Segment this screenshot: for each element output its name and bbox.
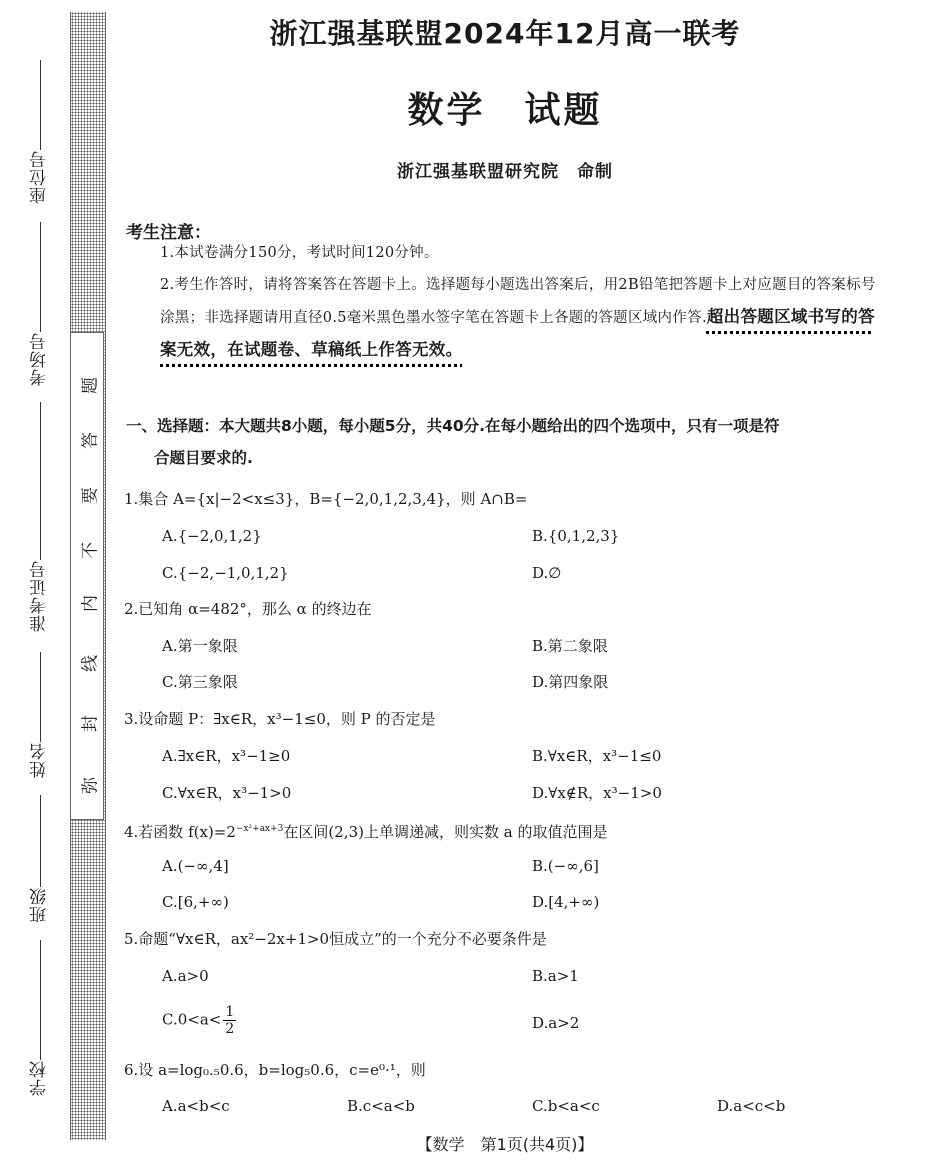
question-4-option-c: C.[6,+∞) <box>162 893 229 911</box>
question-2-option-d: D.第四象限 <box>532 673 609 691</box>
author-line: 浙江强基联盟研究院 命制 <box>397 162 613 182</box>
question-3-option-a: A.∃x∈R，x³−1≥0 <box>162 747 291 765</box>
seal-char: 要 <box>80 487 101 504</box>
question-2-option-b: B.第二象限 <box>532 637 608 655</box>
question-6-option-c: C.b<a<c <box>532 1097 600 1115</box>
fraction-denominator: 2 <box>225 1021 235 1037</box>
seal-char: 题 <box>80 377 101 394</box>
seal-line-box <box>70 332 104 820</box>
seal-char: 答 <box>80 432 101 449</box>
seal-char: 线 <box>80 655 101 672</box>
seal-char: 不 <box>80 542 101 559</box>
section-heading-line1: 一、选择题：本大题共8小题，每小题5分，共40分.在每小题给出的四个选项中，只有一项是符 <box>126 417 780 435</box>
seal-char: 弥 <box>80 777 101 794</box>
question-1-option-b: B.{0,1,2,3} <box>532 527 620 545</box>
seat-number-label: 座位号 <box>30 150 50 204</box>
field-line <box>40 402 41 560</box>
question-6-option-d: D.a<c<b <box>717 1097 786 1115</box>
notice-item-2-text: 2.考生作答时，请将答案答在答题卡上。选择题每小题选出答案后，用2B铅笔把答题卡上对应题目的答案标号涂黑；非选择题请用直径0.5毫米黑色墨水签字笔在答题卡上各题的答题区域内作答. <box>160 277 876 326</box>
question-3-option-d: D.∀x∉R，x³−1>0 <box>532 784 662 802</box>
subject-title: 数学 试题 <box>407 90 603 131</box>
field-line <box>40 940 41 1060</box>
question-3-option-b: B.∀x∈R，x³−1≤0 <box>532 747 662 765</box>
admission-number-label: 准考证号 <box>30 560 50 632</box>
seal-char: 内 <box>80 595 101 612</box>
binding-margin <box>0 0 110 1166</box>
notice-heading: 考生注意： <box>126 223 211 243</box>
question-1-stem: 1.集合 A={x|−2<x≤3}，B={−2,0,1,2,3,4}，则 A∩B= <box>124 490 528 508</box>
notice-item-1: 1.本试卷满分150分，考试时间120分钟。 <box>160 245 439 261</box>
question-4-option-a: A.(−∞,4] <box>162 857 229 875</box>
question-2-stem: 2.已知角 α=482°，那么 α 的终边在 <box>124 600 372 618</box>
question-2-option-a: A.第一象限 <box>162 637 238 655</box>
question-3-option-c: C.∀x∈R，x³−1>0 <box>162 784 292 802</box>
school-label: 学校 <box>30 1060 50 1096</box>
page-footer: 【数学 第1页(共4页)】 <box>416 1135 594 1154</box>
question-4-stem-start: 4.若函数 f(x)=2 <box>124 823 236 841</box>
notice-emphasis: 超出答题区域书写的答案无效，在试题卷、草稿纸上作答无效。 <box>160 307 875 359</box>
question-3-stem: 3.设命题 P：∃x∈R，x³−1≤0，则 P 的否定是 <box>124 710 436 728</box>
exam-page <box>110 0 950 1166</box>
question-4-stem-end: 在区间(2,3)上单调递减，则实数 a 的取值范围是 <box>283 823 608 841</box>
question-6-stem: 6.设 a=log₀.₅0.6，b=log₅0.6，c=e⁰·¹，则 <box>124 1061 426 1079</box>
field-line <box>40 60 41 150</box>
exam-title: 浙江强基联盟2024年12月高一联考 <box>269 17 741 50</box>
question-6-option-a: A.a<b<c <box>162 1097 230 1115</box>
question-4-option-b: B.(−∞,6] <box>532 857 599 875</box>
seal-char: 封 <box>80 715 101 732</box>
question-2-option-c: C.第三象限 <box>162 673 238 691</box>
question-1-option-a: A.{−2,0,1,2} <box>162 527 262 545</box>
question-4-exponent: −x²+ax+3 <box>235 824 284 834</box>
section-heading-line2: 合题目要求的. <box>154 449 253 467</box>
question-5-option-d: D.a>2 <box>532 1014 580 1032</box>
class-label: 班级 <box>30 887 50 923</box>
question-5-option-c <box>162 1004 236 1037</box>
fraction <box>223 1004 236 1037</box>
question-4-option-d: D.[4,+∞) <box>532 893 600 911</box>
question-5-stem: 5.命题“∀x∈R，ax²−2x+1>0恒成立”的一个充分不必要条件是 <box>124 930 547 948</box>
notice-item-2 <box>160 270 882 367</box>
field-line <box>40 652 41 742</box>
name-label: 姓名 <box>30 742 50 778</box>
question-5-option-c-text: C.0<a< <box>162 1010 222 1029</box>
exam-room-label: 考场号 <box>30 332 50 386</box>
question-5-option-a: A.a>0 <box>162 967 209 985</box>
question-1-option-d: D.∅ <box>532 564 562 582</box>
field-line <box>40 795 41 887</box>
field-line <box>40 222 41 332</box>
question-1-option-c: C.{−2,−1,0,1,2} <box>162 564 289 582</box>
section-heading <box>126 410 886 474</box>
question-4-stem <box>124 818 894 843</box>
question-5-option-b: B.a>1 <box>532 967 579 985</box>
question-6-option-b: B.c<a<b <box>347 1097 415 1115</box>
fraction-numerator: 1 <box>225 1004 235 1020</box>
